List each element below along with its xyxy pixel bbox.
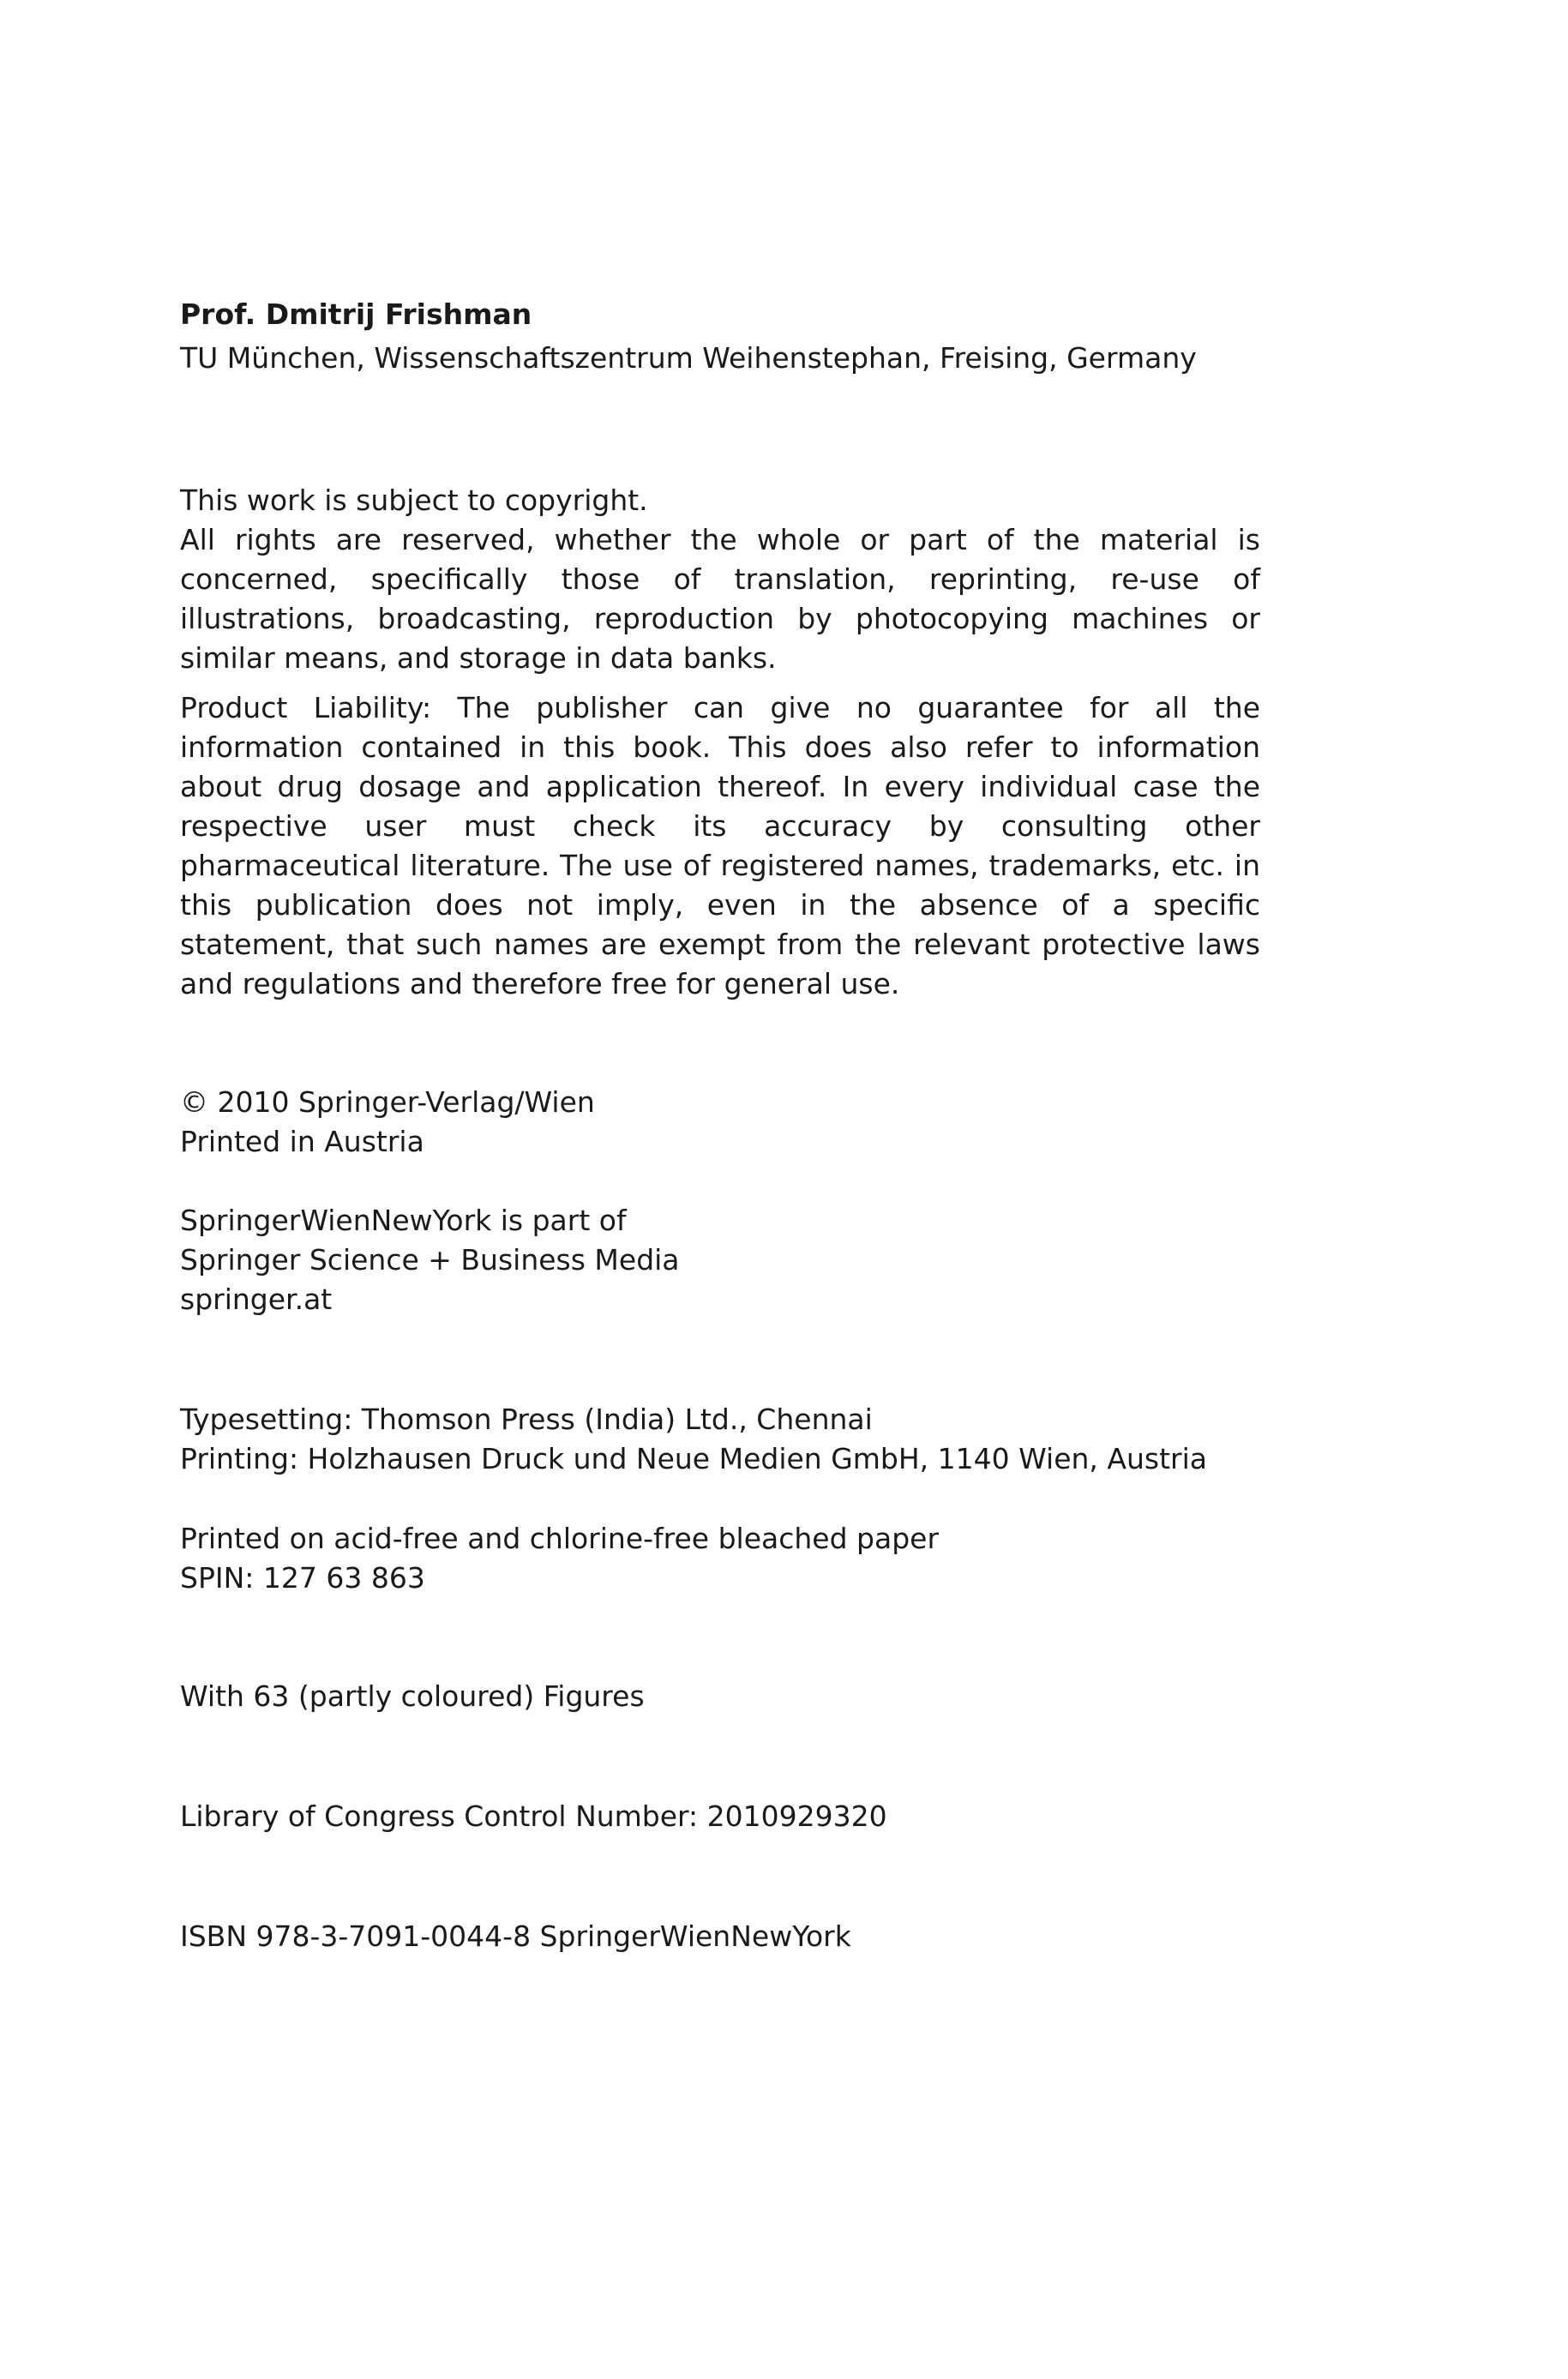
author-affiliation: TU München, Wissenschaftszentrum Weihenstephan, Freising, Germany: [180, 341, 1197, 375]
printing-line: Printing: Holzhausen Druck und Neue Medien GmbH, 1140 Wien, Austria: [180, 1442, 1207, 1475]
publisher-group: [180, 1201, 1260, 1319]
printed-in-line: Printed in Austria: [180, 1125, 424, 1158]
isbn-line: ISBN 978-3-7091-0044-8 SpringerWienNewYork: [180, 1919, 851, 1953]
author-name: Prof. Dmitrij Frishman: [180, 297, 532, 331]
figures-group: [180, 1677, 1260, 1716]
paper-group: [180, 1519, 1260, 1598]
paper-line: Printed on acid-free and chlorine-free bleached paper: [180, 1522, 940, 1555]
production-group: [180, 1400, 1260, 1479]
isbn-group: [180, 1917, 1260, 1956]
copyright-subject: This work is subject to copyright.: [180, 484, 648, 517]
loc-group: [180, 1797, 1260, 1836]
copyright-notice: [180, 481, 1260, 1004]
copyright-line: © 2010 Springer-Verlag/Wien: [180, 1085, 595, 1119]
part-of-line-1: SpringerWienNewYork is part of: [180, 1204, 627, 1237]
imprint-page: [180, 296, 1260, 1956]
spin-line: SPIN: 127 63 863: [180, 1561, 425, 1595]
loc-number-line: Library of Congress Control Number: 2010929320: [180, 1799, 887, 1833]
typesetting-line: Typesetting: Thomson Press (India) Ltd., Chennai: [180, 1403, 873, 1436]
rights-reserved-paragraph: All rights are reserved, whether the whole or part of the material is concerned, specifically those of translation, reprinting, re-use of illustrations, broadcasting, reproduction by photocopying machines or similar means, and storage in data banks.: [180, 523, 1260, 675]
figures-line: With 63 (partly coloured) Figures: [180, 1679, 645, 1713]
author-block: [180, 296, 1260, 378]
publisher-copyright-group: [180, 1083, 1260, 1162]
product-liability-paragraph: Product Liability: The publisher can give no guarantee for all the information contained in this book. This does also refer to information about drug dosage and application thereof. In every individual case the respective user must check its accuracy by consulting other pharmaceutical literature. The use of registered names, trademarks, etc. in this publication does not imply, even in the absence of a specific statement, that such names are exempt from the relevant protective laws and regulations and therefore free for general use.: [180, 691, 1260, 1000]
part-of-line-2: Springer Science + Business Media: [180, 1243, 680, 1277]
publisher-website: springer.at: [180, 1283, 333, 1316]
